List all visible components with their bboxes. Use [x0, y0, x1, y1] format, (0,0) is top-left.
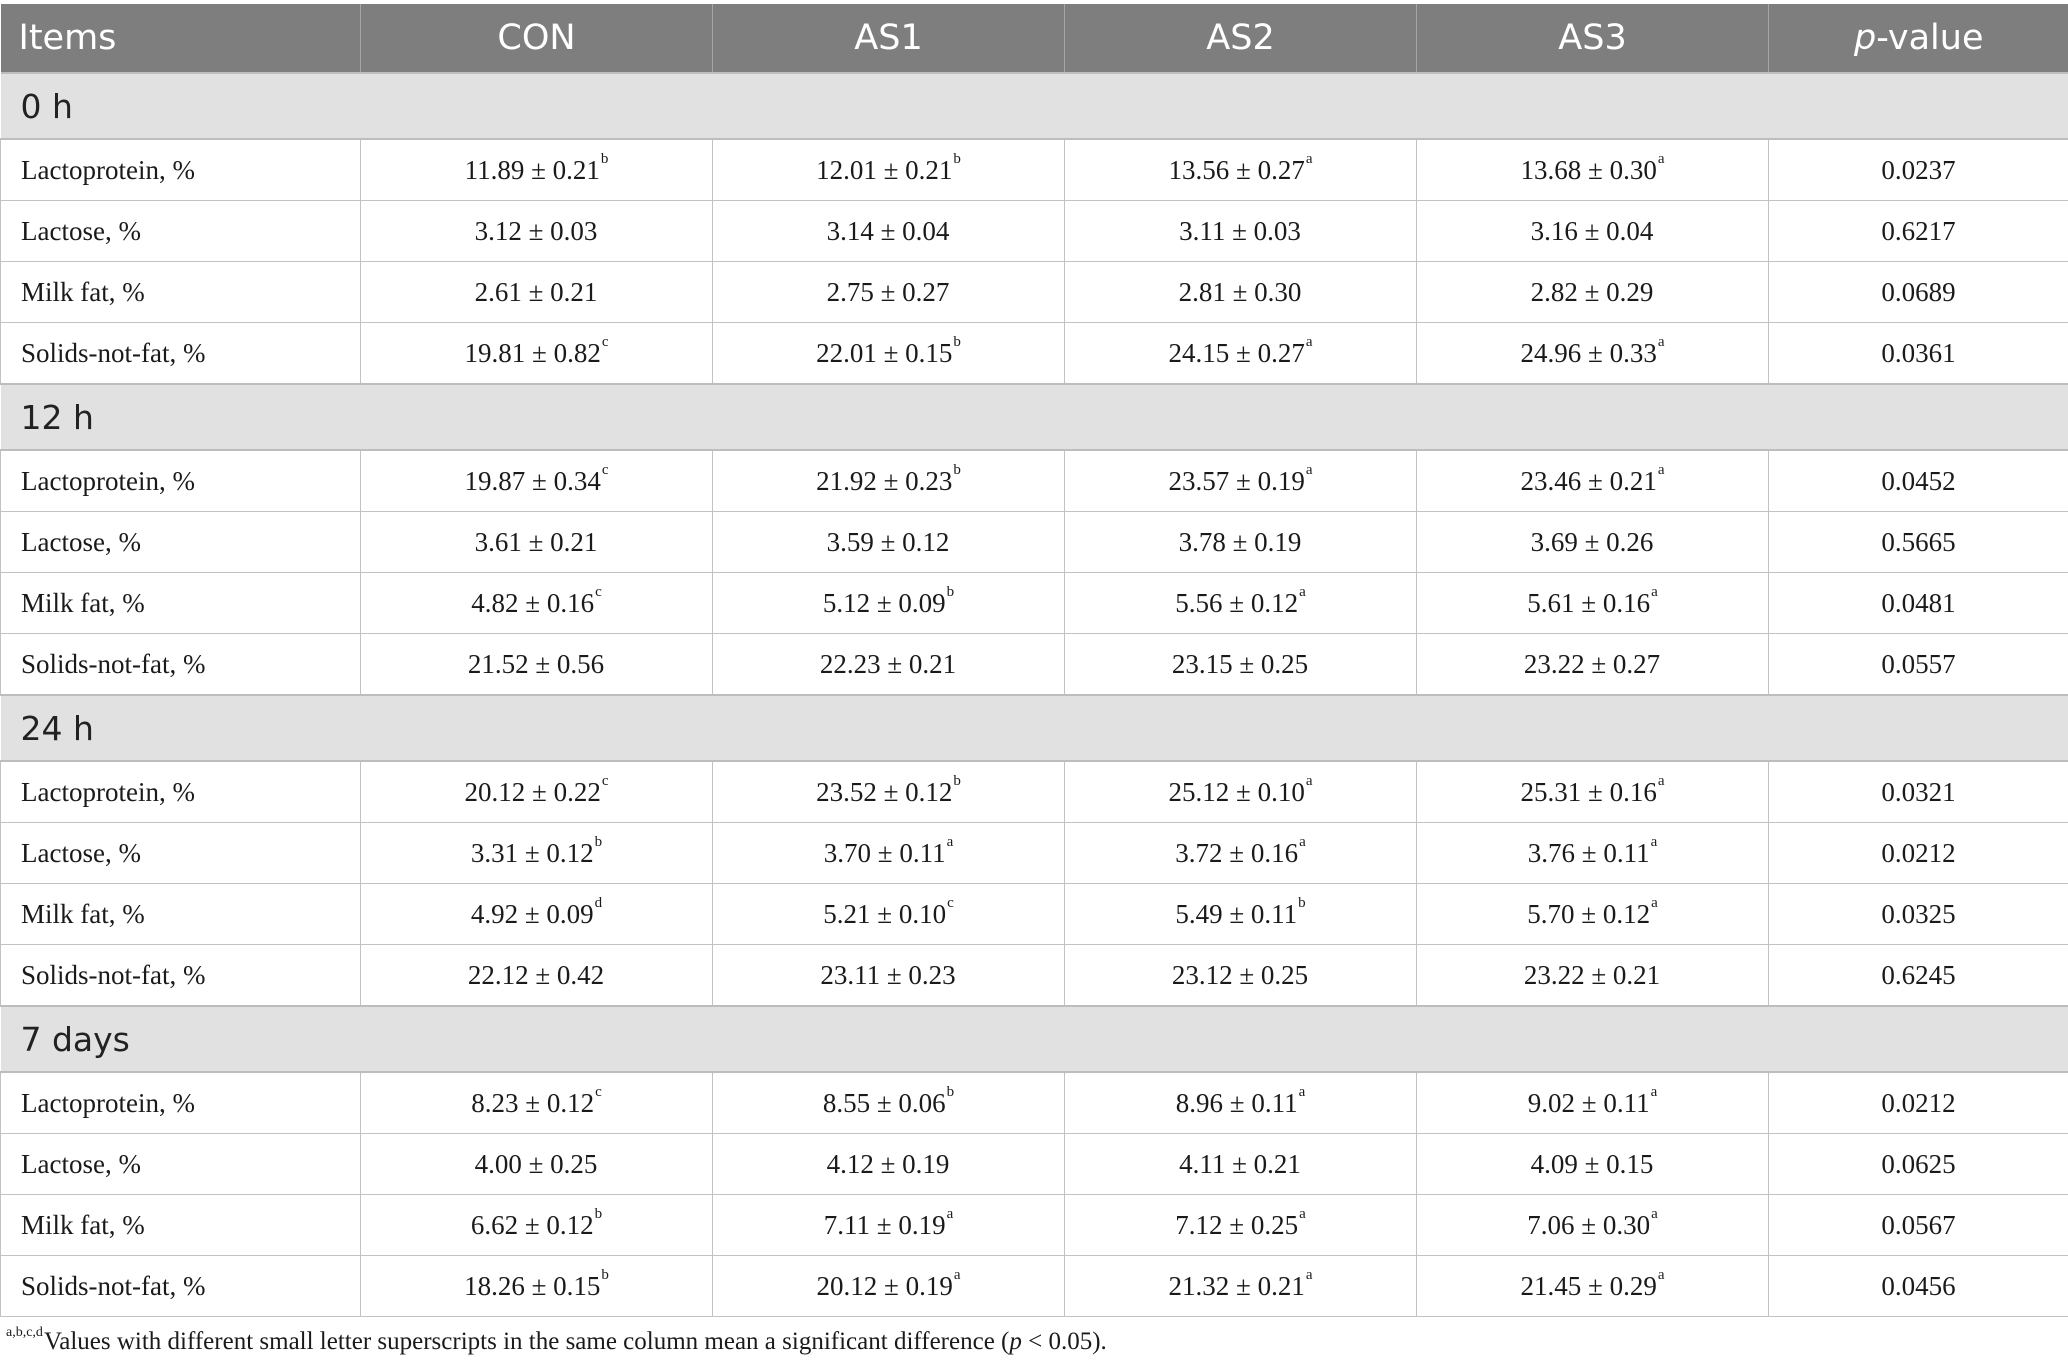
cell-con [361, 1195, 713, 1256]
significance-superscript: a [946, 1205, 954, 1222]
cell-value: 23.46 ± 0.21 [1520, 465, 1657, 496]
cell-value: 3.69 ± 0.26 [1530, 526, 1654, 557]
cell-as1 [713, 450, 1065, 512]
cell-value: 2.61 ± 0.21 [474, 276, 598, 307]
cell-value: 2.81 ± 0.30 [1178, 276, 1302, 307]
cell-as2 [1065, 761, 1417, 823]
significance-superscript: c [601, 333, 609, 350]
cell-as3 [1417, 1072, 1769, 1134]
table-header-row [1, 4, 2068, 73]
significance-superscript: d [594, 894, 603, 911]
group-label: 12 h [1, 384, 2068, 450]
cell-as1 [713, 1256, 1065, 1317]
cell-p-value: 0.6217 [1769, 201, 2068, 262]
significance-superscript: b [594, 833, 603, 850]
cell-value: 3.76 ± 0.11 [1527, 837, 1650, 868]
item-label: Lactose, % [1, 823, 361, 884]
significance-superscript: a [1651, 1205, 1658, 1222]
cell-con [361, 634, 713, 696]
table-row [1, 573, 2068, 634]
table-row [1, 1256, 2068, 1317]
header-p-rest: -value [1876, 18, 1984, 58]
significance-superscript: a [1305, 150, 1313, 167]
cell-value: 3.16 ± 0.04 [1530, 215, 1654, 246]
cell-value: 20.12 ± 0.19 [816, 1270, 953, 1301]
cell-value: 4.82 ± 0.16 [471, 587, 595, 618]
cell-as1 [713, 1195, 1065, 1256]
cell-as3 [1417, 823, 1769, 884]
cell-as1 [713, 573, 1065, 634]
significance-superscript: a [1657, 772, 1665, 789]
group-label: 24 h [1, 695, 2068, 761]
table-row [1, 884, 2068, 945]
cell-value: 8.96 ± 0.11 [1175, 1087, 1298, 1118]
significance-superscript: b [946, 1083, 955, 1100]
cell-as1 [713, 201, 1065, 262]
significance-superscript: a [1298, 1083, 1306, 1100]
cell-value: 23.12 ± 0.25 [1171, 959, 1309, 990]
footnote-superscripts: a,b,c,d [6, 1325, 43, 1340]
cell-value: 4.12 ± 0.19 [826, 1148, 950, 1179]
significance-superscript: b [600, 150, 609, 167]
item-label: Lactoprotein, % [1, 450, 361, 512]
table-row [1, 201, 2068, 262]
cell-as2 [1065, 823, 1417, 884]
item-label: Milk fat, % [1, 573, 361, 634]
cell-value: 5.49 ± 0.11 [1175, 898, 1298, 929]
item-label: Lactoprotein, % [1, 761, 361, 823]
item-label: Milk fat, % [1, 884, 361, 945]
cell-value: 8.23 ± 0.12 [471, 1087, 595, 1118]
significance-superscript: b [1298, 894, 1306, 911]
cell-value: 18.26 ± 0.15 [464, 1270, 601, 1301]
cell-as1 [713, 323, 1065, 385]
cell-value: 5.21 ± 0.10 [823, 898, 947, 929]
table-row [1, 450, 2068, 512]
cell-value: 22.12 ± 0.42 [467, 959, 605, 990]
cell-as3 [1417, 1195, 1769, 1256]
cell-as3 [1417, 573, 1769, 634]
table-row [1, 1072, 2068, 1134]
item-label: Lactose, % [1, 201, 361, 262]
cell-as2 [1065, 512, 1417, 573]
cell-value: 2.75 ± 0.27 [826, 276, 950, 307]
cell-as2 [1065, 262, 1417, 323]
cell-value: 13.68 ± 0.30 [1520, 154, 1657, 185]
cell-as1 [713, 823, 1065, 884]
cell-p-value: 0.0456 [1769, 1256, 2068, 1317]
cell-value: 5.61 ± 0.16 [1527, 587, 1651, 618]
significance-superscript: a [946, 833, 954, 850]
significance-superscript: a [1299, 1205, 1306, 1222]
significance-superscript: a [1305, 1266, 1313, 1283]
cell-p-value: 0.0325 [1769, 884, 2068, 945]
significance-superscript: c [595, 583, 602, 600]
table-row [1, 823, 2068, 884]
header-p-value [1769, 4, 2068, 73]
cell-p-value: 0.0567 [1769, 1195, 2068, 1256]
item-label: Solids-not-fat, % [1, 634, 361, 696]
significance-superscript: b [953, 333, 961, 350]
cell-value: 22.01 ± 0.15 [816, 337, 953, 368]
cell-p-value: 0.5665 [1769, 512, 2068, 573]
cell-value: 3.61 ± 0.21 [474, 526, 598, 557]
cell-as2 [1065, 634, 1417, 696]
cell-as1 [713, 512, 1065, 573]
cell-as3 [1417, 323, 1769, 385]
significance-superscript: a [1299, 583, 1306, 600]
cell-value: 24.96 ± 0.33 [1520, 337, 1657, 368]
cell-value: 7.06 ± 0.30 [1527, 1209, 1651, 1240]
group-row [1, 695, 2068, 761]
cell-value: 5.70 ± 0.12 [1527, 898, 1651, 929]
significance-superscript: a [1651, 894, 1658, 911]
cell-value: 19.81 ± 0.82 [464, 337, 601, 368]
cell-as2 [1065, 139, 1417, 201]
cell-value: 23.22 ± 0.27 [1523, 648, 1661, 679]
cell-p-value: 0.0237 [1769, 139, 2068, 201]
cell-as2 [1065, 450, 1417, 512]
cell-p-value: 0.0321 [1769, 761, 2068, 823]
table-footnote [6, 1325, 1107, 1356]
header-con: CON [361, 4, 713, 73]
significance-superscript: b [594, 1205, 603, 1222]
significance-superscript: a [1305, 772, 1313, 789]
cell-as1 [713, 884, 1065, 945]
header-items: Items [1, 4, 361, 73]
significance-superscript: c [947, 894, 954, 911]
group-label: 0 h [1, 73, 2068, 139]
significance-superscript: a [1305, 461, 1313, 478]
cell-value: 4.11 ± 0.21 [1179, 1148, 1301, 1179]
cell-as1 [713, 1134, 1065, 1195]
cell-as2 [1065, 201, 1417, 262]
item-label: Lactoprotein, % [1, 1072, 361, 1134]
header-as3: AS3 [1417, 4, 1769, 73]
cell-con [361, 884, 713, 945]
cell-value: 23.57 ± 0.19 [1168, 465, 1305, 496]
table-row [1, 512, 2068, 573]
cell-value: 21.45 ± 0.29 [1520, 1270, 1657, 1301]
significance-superscript: a [1657, 1266, 1665, 1283]
significance-superscript: a [953, 1266, 961, 1283]
cell-value: 22.23 ± 0.21 [819, 648, 957, 679]
cell-con [361, 761, 713, 823]
cell-value: 3.70 ± 0.11 [823, 837, 946, 868]
cell-value: 6.62 ± 0.12 [470, 1209, 594, 1240]
table-row [1, 1195, 2068, 1256]
cell-value: 3.12 ± 0.03 [474, 215, 598, 246]
table-row [1, 262, 2068, 323]
cell-as3 [1417, 201, 1769, 262]
cell-p-value: 0.0481 [1769, 573, 2068, 634]
cell-value: 12.01 ± 0.21 [816, 154, 953, 185]
cell-value: 11.89 ± 0.21 [464, 154, 600, 185]
table-body [1, 73, 2068, 1317]
cell-as2 [1065, 945, 1417, 1007]
cell-con [361, 573, 713, 634]
item-label: Lactose, % [1, 1134, 361, 1195]
significance-superscript: b [953, 150, 961, 167]
cell-value: 9.02 ± 0.11 [1527, 1087, 1650, 1118]
cell-value: 7.11 ± 0.19 [823, 1209, 946, 1240]
cell-value: 3.59 ± 0.12 [826, 526, 950, 557]
cell-as3 [1417, 884, 1769, 945]
cell-value: 25.12 ± 0.10 [1168, 776, 1305, 807]
cell-value: 20.12 ± 0.22 [464, 776, 601, 807]
cell-con [361, 512, 713, 573]
cell-con [361, 262, 713, 323]
cell-p-value: 0.0625 [1769, 1134, 2068, 1195]
cell-p-value: 0.0212 [1769, 823, 2068, 884]
item-label: Lactoprotein, % [1, 139, 361, 201]
cell-as2 [1065, 1256, 1417, 1317]
group-label: 7 days [1, 1006, 2068, 1072]
cell-con [361, 945, 713, 1007]
cell-as3 [1417, 1134, 1769, 1195]
item-label: Solids-not-fat, % [1, 945, 361, 1007]
cell-as3 [1417, 761, 1769, 823]
cell-value: 21.32 ± 0.21 [1168, 1270, 1305, 1301]
item-label: Solids-not-fat, % [1, 1256, 361, 1317]
cell-value: 8.55 ± 0.06 [822, 1087, 946, 1118]
cell-as2 [1065, 323, 1417, 385]
cell-as3 [1417, 634, 1769, 696]
cell-value: 23.15 ± 0.25 [1171, 648, 1309, 679]
significance-superscript: c [595, 1083, 602, 1100]
cell-value: 3.78 ± 0.19 [1178, 526, 1302, 557]
cell-con [361, 201, 713, 262]
cell-con [361, 823, 713, 884]
cell-as1 [713, 262, 1065, 323]
cell-as3 [1417, 945, 1769, 1007]
cell-as3 [1417, 450, 1769, 512]
table-row [1, 761, 2068, 823]
milk-composition-table [0, 4, 2068, 1317]
cell-value: 23.11 ± 0.23 [820, 959, 956, 990]
cell-con [361, 139, 713, 201]
cell-con [361, 1256, 713, 1317]
cell-value: 13.56 ± 0.27 [1168, 154, 1305, 185]
table-row [1, 1134, 2068, 1195]
footnote-text-after: < 0.05). [1021, 1328, 1107, 1355]
cell-value: 3.72 ± 0.16 [1175, 837, 1299, 868]
significance-superscript: a [1299, 833, 1306, 850]
significance-superscript: a [1650, 833, 1658, 850]
significance-superscript: b [953, 772, 961, 789]
cell-value: 5.56 ± 0.12 [1175, 587, 1299, 618]
cell-p-value: 0.0689 [1769, 262, 2068, 323]
cell-value: 7.12 ± 0.25 [1175, 1209, 1299, 1240]
cell-value: 3.31 ± 0.12 [470, 837, 594, 868]
cell-as3 [1417, 512, 1769, 573]
footnote-p-italic: p [1009, 1328, 1022, 1355]
cell-as1 [713, 634, 1065, 696]
cell-value: 5.12 ± 0.09 [822, 587, 946, 618]
cell-con [361, 450, 713, 512]
cell-value: 19.87 ± 0.34 [464, 465, 601, 496]
item-label: Solids-not-fat, % [1, 323, 361, 385]
cell-con [361, 1072, 713, 1134]
header-as2: AS2 [1065, 4, 1417, 73]
cell-con [361, 323, 713, 385]
table-row [1, 634, 2068, 696]
cell-as3 [1417, 262, 1769, 323]
cell-as2 [1065, 884, 1417, 945]
cell-value: 21.52 ± 0.56 [467, 648, 605, 679]
cell-as1 [713, 1072, 1065, 1134]
significance-superscript: a [1305, 333, 1313, 350]
significance-superscript: b [953, 461, 961, 478]
cell-value: 3.11 ± 0.03 [1179, 215, 1301, 246]
significance-superscript: a [1657, 333, 1665, 350]
cell-value: 4.09 ± 0.15 [1530, 1148, 1654, 1179]
cell-p-value: 0.0557 [1769, 634, 2068, 696]
cell-as3 [1417, 139, 1769, 201]
header-p-italic: p [1853, 18, 1877, 58]
cell-p-value: 0.0361 [1769, 323, 2068, 385]
cell-value: 23.52 ± 0.12 [816, 776, 953, 807]
table-row [1, 139, 2068, 201]
significance-superscript: c [601, 461, 609, 478]
significance-superscript: a [1650, 1083, 1658, 1100]
cell-as1 [713, 139, 1065, 201]
significance-superscript: c [601, 772, 609, 789]
group-row [1, 1006, 2068, 1072]
cell-value: 24.15 ± 0.27 [1168, 337, 1305, 368]
table-container [0, 4, 2068, 1317]
item-label: Lactose, % [1, 512, 361, 573]
significance-superscript: a [1657, 461, 1665, 478]
cell-value: 3.14 ± 0.04 [826, 215, 950, 246]
header-as1: AS1 [713, 4, 1065, 73]
cell-as2 [1065, 573, 1417, 634]
significance-superscript: a [1657, 150, 1665, 167]
significance-superscript: b [601, 1266, 609, 1283]
cell-as2 [1065, 1195, 1417, 1256]
group-row [1, 73, 2068, 139]
cell-as1 [713, 761, 1065, 823]
table-row [1, 323, 2068, 385]
cell-value: 25.31 ± 0.16 [1520, 776, 1657, 807]
cell-con [361, 1134, 713, 1195]
item-label: Milk fat, % [1, 1195, 361, 1256]
cell-value: 4.00 ± 0.25 [474, 1148, 598, 1179]
group-row [1, 384, 2068, 450]
cell-value: 21.92 ± 0.23 [816, 465, 953, 496]
significance-superscript: b [946, 583, 955, 600]
cell-value: 4.92 ± 0.09 [470, 898, 594, 929]
cell-p-value: 0.6245 [1769, 945, 2068, 1007]
footnote-text-before: Values with different small letter superscripts in the same column mean a significant difference ( [43, 1328, 1010, 1355]
cell-value: 23.22 ± 0.21 [1523, 959, 1661, 990]
cell-as3 [1417, 1256, 1769, 1317]
cell-as2 [1065, 1072, 1417, 1134]
cell-as1 [713, 945, 1065, 1007]
item-label: Milk fat, % [1, 262, 361, 323]
cell-as2 [1065, 1134, 1417, 1195]
cell-value: 2.82 ± 0.29 [1530, 276, 1654, 307]
significance-superscript: a [1651, 583, 1658, 600]
cell-p-value: 0.0212 [1769, 1072, 2068, 1134]
table-row [1, 945, 2068, 1007]
cell-p-value: 0.0452 [1769, 450, 2068, 512]
